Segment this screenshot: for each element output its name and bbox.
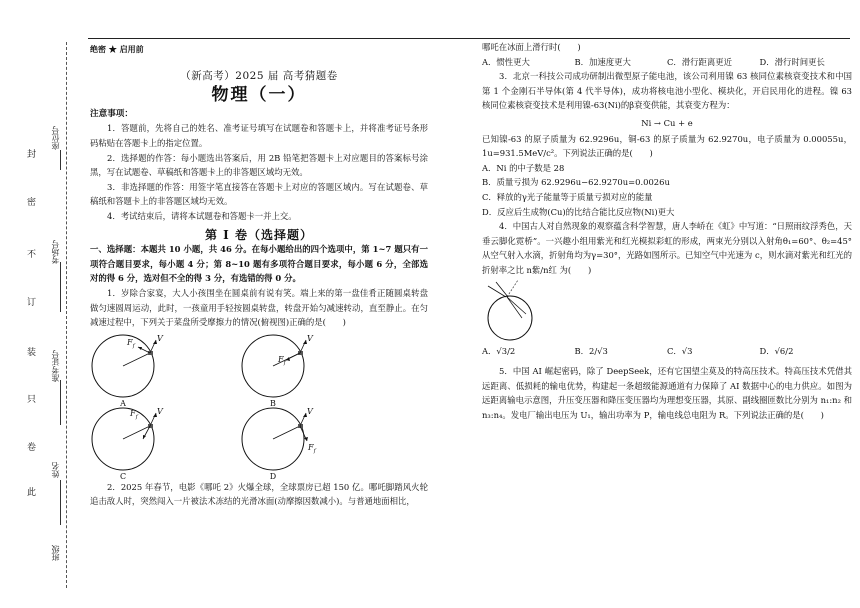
binding-field-line (60, 262, 61, 312)
binding-label-ticket: 准考证号 (51, 350, 60, 382)
binding-char: 不 (27, 250, 37, 260)
section-instructions: 一、选择题：本题共 10 小题，共 46 分。在每小题给出的四个选项中，第 1~7 题只有一项符合题目要求，每小题 4 分；第 8~10 题有多项符合题目要求，每小题 6 分，全部选对的得 6 分，选对但不全的得 3 分，有选错的得 0 分。 (90, 244, 428, 284)
option-c: C．√3 (667, 345, 693, 356)
option-b: B．2/√3 (574, 345, 608, 356)
notice-heading: 注意事项： (90, 108, 133, 119)
volume-title: 第 I 卷（选择题） (205, 227, 313, 242)
binding-label-name: 姓名 (51, 462, 60, 478)
binding-char: 卷 (27, 443, 37, 453)
binding-char: 密 (27, 198, 37, 208)
question-2-text: 2．2025 年春节，电影《哪吒 2》火爆全球，全球票房已超 150 亿。哪吒脚踏风火轮追击敌人时，突然闯入一片被法术冻结的光滑冰面(动摩擦因数减小)。与普通地面相比， (90, 481, 428, 507)
question-3-option-a: A．Ni 的中子数是 28 (482, 162, 565, 173)
binding-label-seat: 座位号 (51, 126, 60, 150)
notice-item: 1．答题前，先将自己的姓名、准考证号填写在试题卷和答题卡上，并将准考证号条形码粘贴在答题卡上的指定位置。 (90, 123, 428, 148)
question-3-given: 已知镍-63 的原子质量为 62.9296u，铜-63 的原子质量为 62.9270u，电子质量为 0.00055u，1u=931.5MeV/c²。下列说法正确的是( ) (482, 133, 852, 159)
question-2-text-cont: 哪吒在冰面上滑行时( ) (482, 42, 581, 52)
question-2-options (482, 55, 852, 70)
binding-label-class: 班级 (51, 545, 60, 561)
right-column (482, 40, 852, 422)
water-drop-figure (482, 278, 852, 344)
force-label: $F_f$ (130, 408, 138, 421)
binding-char: 此 (27, 488, 37, 498)
velocity-label: V (157, 333, 163, 343)
binding-label-room: 考场号 (51, 240, 60, 264)
figure-d (240, 405, 320, 479)
binding-dashed-line (66, 42, 67, 588)
header-rule (88, 38, 850, 39)
binding-char: 订 (27, 298, 37, 308)
question-3-option-c: C．释放的γ光子能量等于质量亏损对应的能量 (482, 191, 653, 202)
figure-label: B (270, 398, 276, 408)
decay-equation: Ni → Cu + e (641, 117, 693, 128)
option-d: D．√6/2 (759, 345, 794, 356)
binding-field-line (60, 480, 61, 525)
secret-mark: 绝密 ★ 启用前 (90, 44, 144, 54)
question-3-text: 3．北京一科技公司成功研制出微型原子能电池，该公司利用镍 63 核同位素核衰变技术和中国第 1 个金刚石半导体(第 4 代半导体)，成功将核电池小型化、模块化，开启民用化的进程。镍 63 核同位素核衰变技术是利用镍-63(Ni)的β衰变供能，其衰变方程为： (482, 71, 852, 111)
force-label: $F_f$ (308, 442, 316, 455)
binding-char: 装 (27, 348, 37, 358)
question-1-text: 1．岁除合家宴，大人小孩围坐在圆桌前有说有笑。端上来的第一盘佳肴正随圆桌转盘做匀速圆周运动，此时，一孩童用手轻按圆桌转盘，转盘开始匀减速转动，直至静止。在匀减速过程中，下列关于菜盘所受摩擦力的情况(俯视图)正确的是( ) (90, 287, 428, 328)
option-d: D．滑行时间更长 (759, 56, 825, 67)
option-a: A．惯性更大 (482, 56, 530, 67)
binding-margin (0, 0, 78, 608)
notice-item: 3．非选择题的作答：用签字笔直接答在答题卡上对应的答题区域内。写在试题卷、草稿纸和答题卡上的非答题区域均无效。 (90, 181, 428, 207)
notice-item: 2．选择题的作答：每小题选出答案后，用 2B 铅笔把答题卡上对应题目的答案标号涂黑，写在试题卷、草稿纸和答题卡上的非答题区域均无效。 (90, 152, 428, 178)
figure-a (90, 332, 170, 406)
subject-title: 物理（一） (211, 85, 307, 106)
option-b: B．加速度更大 (574, 56, 631, 67)
figure-label: A (120, 398, 126, 408)
exam-title: （新高考）2025 届 高考猜题卷 (180, 69, 338, 82)
binding-char: 封 (27, 150, 37, 160)
left-column (90, 40, 428, 509)
velocity-label: V (157, 406, 163, 416)
question-4-options (482, 344, 852, 359)
force-label: $F_f$ (127, 337, 135, 350)
question-4-text: 4．中国古人对自然现象的观察蕴含科学智慧，唐人李峤在《虹》中写道：“日照雨纹浮秀色，天垂云脚化霓桥”。一兴趣小组用紫光和红光模拟彩虹的形成，两束光分别以入射角θ₁=60°、θ₂=45°从空气射入水滴，折射角均为γ=30°，光路如图所示。已知空气中光速为 c，则水滴对紫光和红光的折射率之比 n紫/n红 为( ) (482, 221, 852, 275)
velocity-label: V (307, 333, 313, 343)
binding-char: 只 (27, 395, 37, 405)
question-3-option-d: D．反应后生成物(Cu)的比结合能比反应物(Ni)更大 (482, 206, 675, 217)
option-a: A．√3/2 (482, 345, 516, 356)
option-c: C．滑行距离更近 (667, 56, 733, 67)
question-1-figures (90, 330, 428, 481)
figure-c (90, 405, 170, 479)
velocity-label: V (307, 406, 313, 416)
figure-label: C (119, 471, 127, 481)
figure-label: D (269, 471, 277, 481)
binding-field-line (60, 380, 61, 425)
binding-field-line (60, 150, 61, 170)
notice-item: 4．考试结束后，请将本试题卷和答题卡一并上交。 (107, 210, 297, 221)
figure-b (240, 332, 320, 406)
force-label: $F_f$ (278, 354, 286, 367)
question-3-option-b: B．质量亏损为 62.9296u−62.9270u=0.0026u (482, 177, 670, 188)
question-5-text: 5．中国 AI 崛起密码，除了 DeepSeek，还有它国望尘莫及的特高压技术。特高压技术凭借其远距离、低损耗的输电优势，构建起一条超级能源通道有力保障了 AI 数据中心的电力供应。如图为远距离输电示意图，升压变压器和降压变压器均为理想变压器，其原、副线圈匝数比分别为 n₁:n₂ 和 n₃:n₄。发电厂输出电压为 U₁，输出功率为 P，输电线总电阻为 R。下列说法正确的是( ) (482, 366, 852, 420)
